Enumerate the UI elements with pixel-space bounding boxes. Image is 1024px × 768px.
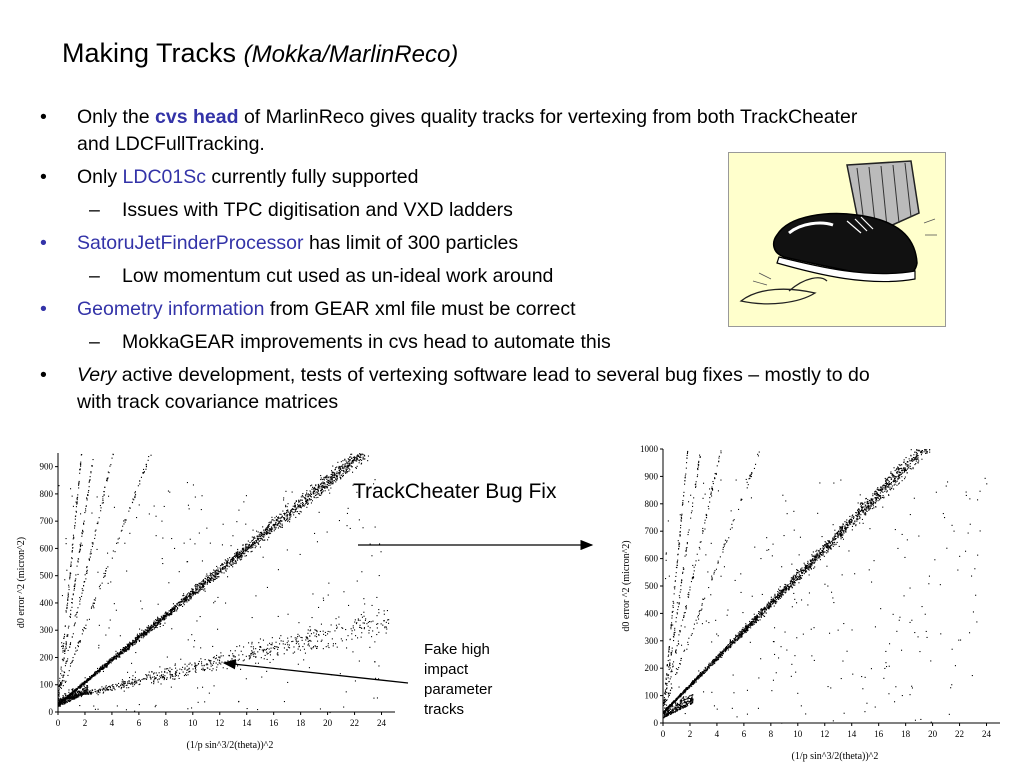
bullet-dot: • (40, 106, 47, 128)
y-tick-label: 400 (39, 597, 53, 608)
y-tick-label: 0 (48, 707, 53, 717)
y-tick-label: 400 (644, 608, 658, 619)
x-axis-label: (1/p sin^3/2(theta))^2 (791, 751, 879, 762)
y-tick-label: 1000 (640, 444, 658, 454)
bullet-dot: • (40, 232, 47, 254)
y-tick-label: 300 (39, 625, 53, 636)
x-tick-label: 10 (188, 718, 198, 728)
x-tick-label: 2 (82, 718, 88, 728)
x-tick-label: 18 (901, 729, 911, 739)
x-tick-label: 8 (163, 718, 169, 728)
bullet-text: Only (77, 166, 118, 188)
bullet-text: currently fully supported (211, 166, 419, 188)
ldc01sc-highlight: LDC01Sc (122, 166, 206, 188)
x-tick-label: 16 (874, 729, 884, 739)
x-tick-label: 22 (955, 729, 965, 739)
y-tick-label: 900 (39, 461, 53, 472)
bullet-text: active development, tests of vertexing software lead to several bug fixes – mostly to do with track covariance matrices (77, 364, 870, 413)
sub-bullet-text: Low momentum cut used as un-ideal work around (122, 265, 554, 287)
x-tick-label: 6 (136, 718, 142, 728)
y-tick-label: 200 (644, 663, 658, 674)
x-tick-label: 18 (296, 718, 306, 728)
sub-bullet-dash: – (89, 199, 100, 221)
title-text: Making Tracks (62, 38, 237, 68)
x-tick-label: 4 (714, 729, 720, 739)
sub-bullet-dash: – (89, 265, 100, 287)
bullet-dot: • (40, 364, 47, 386)
geometry-highlight: Geometry information (77, 298, 265, 320)
bullet-text: from GEAR xml file must be correct (269, 298, 576, 320)
x-tick-label: 24 (377, 718, 387, 728)
x-tick-label: 8 (768, 729, 774, 739)
y-tick-label: 800 (39, 488, 53, 499)
sub-bullet-text: MokkaGEAR improvements in cvs head to automate this (122, 331, 611, 353)
y-axis-label: d0 error ^2 (micron^2) (621, 540, 632, 632)
y-tick-label: 500 (644, 581, 658, 591)
y-tick-label: 500 (39, 570, 53, 581)
x-tick-label: 4 (109, 718, 115, 728)
x-tick-label: 0 (660, 729, 666, 739)
x-tick-label: 2 (687, 729, 693, 739)
y-tick-label: 900 (644, 471, 658, 482)
y-tick-label: 700 (644, 526, 658, 537)
cvs-head-highlight: cvs head (155, 106, 239, 128)
bullet-text: Only the (77, 106, 150, 128)
title-subtitle: (Mokka/MarlinReco) (243, 41, 459, 68)
x-tick-label: 0 (55, 718, 61, 728)
x-tick-label: 6 (741, 729, 747, 739)
bullet-text: has limit of 300 particles (308, 232, 519, 254)
x-tick-label: 24 (982, 729, 992, 739)
y-tick-label: 600 (39, 543, 53, 554)
sub-bullet-dash: – (89, 331, 100, 353)
x-tick-label: 22 (350, 718, 360, 728)
y-tick-label: 700 (39, 516, 53, 527)
x-tick-label: 16 (269, 718, 279, 728)
sub-bullet-text: Issues with TPC digitisation and VXD ladders (122, 199, 513, 221)
x-tick-label: 14 (242, 718, 252, 728)
y-tick-label: 0 (653, 718, 658, 728)
satoru-highlight: SatoruJetFinderProcessor (77, 232, 304, 254)
x-tick-label: 20 (323, 718, 333, 728)
x-tick-label: 12 (215, 718, 225, 728)
very-emphasis: Very (77, 364, 117, 386)
y-tick-label: 200 (39, 652, 53, 663)
x-tick-label: 20 (928, 729, 938, 739)
x-tick-label: 12 (820, 729, 830, 739)
x-tick-label: 14 (847, 729, 857, 739)
bullet-text: of MarlinReco gives quality tracks for vertexing from both TrackCheater and LDCFullTracking. (77, 106, 858, 155)
y-tick-label: 300 (644, 635, 658, 646)
x-tick-label: 10 (793, 729, 803, 739)
y-axis-label: d0 error ^2 (micron^2) (16, 536, 27, 629)
bullet-dot: • (40, 298, 47, 320)
x-axis-label: (1/p sin^3/2(theta))^2 (186, 740, 274, 751)
y-tick-label: 600 (644, 553, 658, 564)
y-tick-label: 800 (644, 498, 658, 509)
bullet-dot: • (40, 166, 47, 188)
y-tick-label: 100 (39, 679, 53, 690)
y-tick-label: 100 (644, 690, 658, 701)
